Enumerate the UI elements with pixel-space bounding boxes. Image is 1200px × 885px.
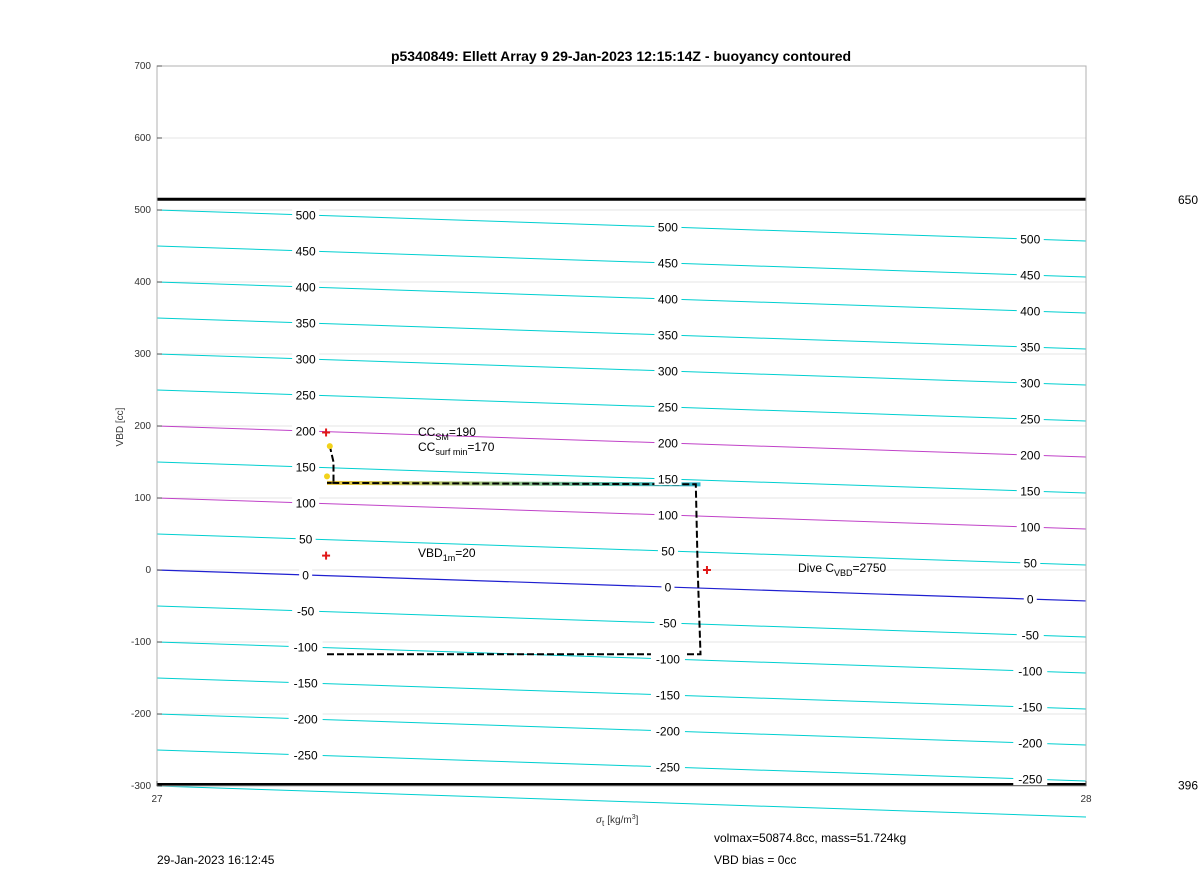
surface-point bbox=[327, 443, 333, 449]
y-tick-label: 400 bbox=[134, 277, 151, 288]
contour-label: 450 bbox=[657, 256, 678, 271]
contour-label: -200 bbox=[293, 712, 318, 727]
chart-title: p5340849: Ellett Array 9 29-Jan-2023 12:15:14Z - buoyancy contoured bbox=[390, 48, 852, 64]
y-axis-label: VBD [cc] bbox=[115, 407, 126, 447]
x-axis-label-units: [kg/m bbox=[607, 815, 632, 826]
red-plus-marker bbox=[322, 428, 330, 436]
contour-label: 500 bbox=[1020, 232, 1041, 247]
y-tick-label: 700 bbox=[134, 61, 151, 72]
red-plus-marker bbox=[703, 566, 711, 574]
contour-label: 200 bbox=[295, 424, 316, 439]
contour-label: -250 bbox=[1018, 772, 1043, 787]
contour-label: 150 bbox=[657, 472, 678, 487]
contour-line bbox=[157, 786, 1086, 817]
contour-label: 300 bbox=[295, 352, 316, 367]
red-plus-marker bbox=[322, 552, 330, 560]
contour-label: 350 bbox=[1020, 340, 1041, 355]
surface-point bbox=[324, 473, 330, 479]
contour-label: 200 bbox=[657, 436, 678, 451]
contour-label: 150 bbox=[1020, 484, 1041, 499]
reference-line-label: 396 bbox=[1178, 778, 1199, 793]
cc-surf-min-annotation: $CC_{surf min}=170$ bbox=[418, 440, 495, 457]
x-tick-label: 28 bbox=[1080, 794, 1092, 805]
contour-label: -100 bbox=[293, 640, 318, 655]
contour-label: -250 bbox=[293, 748, 318, 763]
contour-label: 400 bbox=[1020, 304, 1041, 319]
contour-labels bbox=[289, 208, 1048, 787]
contour-label: -150 bbox=[655, 688, 680, 703]
x-axis-label bbox=[596, 814, 639, 828]
contour-label: 50 bbox=[661, 544, 675, 559]
y-tick-label: -100 bbox=[130, 637, 151, 648]
x-axis-label-sub: t bbox=[602, 819, 605, 828]
footer-date: 29-Jan-2023 16:12:45 bbox=[157, 853, 275, 867]
y-tick-label: 600 bbox=[134, 133, 151, 144]
markers bbox=[322, 428, 711, 574]
contour-label: 0 bbox=[664, 580, 672, 595]
y-tick-label: -200 bbox=[130, 709, 151, 720]
x-tick-label: 27 bbox=[151, 794, 163, 805]
contour-label: -50 bbox=[1021, 628, 1039, 643]
vbd-1m-annotation: $VBD_{1m}=20$ bbox=[418, 546, 476, 563]
contour-label: -150 bbox=[1018, 700, 1043, 715]
footer-vbd-bias: VBD bias = 0cc bbox=[714, 853, 797, 867]
contour-label: -250 bbox=[655, 760, 680, 775]
contour-label: -200 bbox=[655, 724, 680, 739]
contour-label: -100 bbox=[655, 652, 680, 667]
contour-label: 50 bbox=[1023, 556, 1037, 571]
contour-label: 0 bbox=[302, 568, 309, 583]
contour-label: 250 bbox=[295, 388, 316, 403]
contour-label: -150 bbox=[293, 676, 318, 691]
contour-label: -50 bbox=[296, 604, 315, 619]
x-axis-label-main: σ bbox=[596, 815, 603, 826]
contour-label: 250 bbox=[657, 400, 678, 415]
contour-label: 400 bbox=[295, 280, 316, 295]
contour-line bbox=[157, 570, 1086, 601]
contour-label: 500 bbox=[295, 208, 316, 223]
contour-label: 100 bbox=[1020, 520, 1041, 535]
x-axis-label-end: ] bbox=[635, 815, 639, 826]
contour-label: 100 bbox=[295, 496, 316, 511]
y-tick-label: 200 bbox=[134, 421, 151, 432]
contour-label: 50 bbox=[298, 532, 313, 547]
y-tick-label: 500 bbox=[134, 205, 151, 216]
contour-label: 500 bbox=[657, 220, 678, 235]
contour-label: -100 bbox=[1018, 664, 1043, 679]
contour-label: 0 bbox=[1026, 592, 1034, 607]
contour-label: 100 bbox=[657, 508, 678, 523]
x-axis-label-sup: 3 bbox=[631, 814, 636, 821]
cc-sm-annotation: $CC_{SM}=190$ bbox=[418, 425, 476, 442]
contour-label: -200 bbox=[1018, 736, 1043, 751]
footer-volmax: volmax=50874.8cc, mass=51.724kg bbox=[714, 831, 907, 845]
contour-label: 350 bbox=[657, 328, 678, 343]
reference-line-label: 650 bbox=[1178, 193, 1199, 208]
contour-label: 450 bbox=[295, 244, 316, 259]
contour-label: 300 bbox=[1020, 376, 1041, 391]
y-tick-label: 0 bbox=[145, 565, 151, 576]
contour-label: 350 bbox=[295, 316, 316, 331]
contour-label: -50 bbox=[659, 616, 677, 631]
dive-cvbd-annotation: Dive $C_{VBD}=2750$ bbox=[798, 561, 887, 578]
contour-label: 450 bbox=[1020, 268, 1041, 283]
contour-label: 250 bbox=[1020, 412, 1041, 427]
contour-label: 200 bbox=[1020, 448, 1041, 463]
contour-label: 300 bbox=[657, 364, 678, 379]
contour-label: 400 bbox=[657, 292, 678, 307]
y-tick-label: 300 bbox=[134, 349, 151, 360]
contour-label: 150 bbox=[295, 460, 316, 475]
y-tick-label: 100 bbox=[134, 493, 151, 504]
y-tick-label: -300 bbox=[130, 781, 151, 792]
